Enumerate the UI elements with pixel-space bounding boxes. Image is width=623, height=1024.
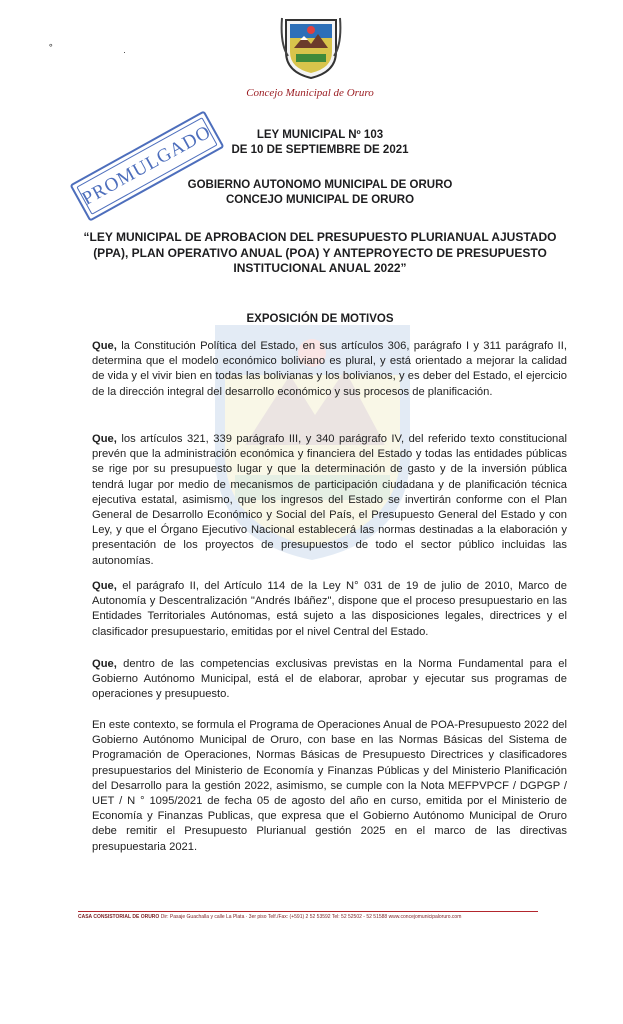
law-number: LEY MUNICIPAL Nº 103	[256, 129, 384, 141]
paragraph-lead: Que,	[92, 433, 117, 445]
paragraph-lead: Que,	[92, 340, 117, 352]
footer-address: Dir: Pasaje Guachalla y calle La Plata · 3er piso Telf./Fax: (+591) 2 52 53592 Tel: 52 52502 - 52 51588 www.concejomunicipaloruro.com	[159, 914, 462, 920]
paragraph	[92, 579, 567, 640]
footer	[78, 914, 548, 921]
law-date: DE 10 DE SEPTIEMBRE DE 2021	[231, 144, 409, 156]
stamp-text: PROMULGADO	[78, 121, 215, 210]
paragraph	[92, 657, 567, 703]
footer-divider	[78, 911, 538, 912]
footer-label: CASA CONSISTORIAL DE ORURO	[78, 914, 160, 920]
entity-block	[60, 178, 580, 208]
paragraph	[92, 432, 567, 569]
government-name: GOBIERNO AUTONOMO MUNICIPAL DE ORURO	[187, 179, 453, 191]
paragraph	[92, 339, 567, 400]
council-title: CONCEJO MUNICIPAL DE ORURO	[225, 194, 415, 206]
paragraph-text: los artículos 321, 339 parágrafo III, y 340 parágrafo IV, del referido texto constitucional prevén que la administración económica y financiera del Estado y todas las entidades públicas se rige por su presupuesto lugar y que la determinación de gasto y de la inversión pública tendrá lugar por medio de mecanismos de participación ciudadana y de planificación técnica ejecutiva estatal, asimismo, que los ingresos del Estado se invertirán conforme con el Plan General de Desarrollo Económico y Social del País, el Presupuesto General del Estado y con Ley, y que el Órgano Ejecutivo Nacional establecerá las normas destinadas a la elaboración y presentación de los proyectos de presupuestos de todo el sector público incluidas las autonomías.	[92, 433, 567, 567]
scan-mark: ·	[123, 47, 126, 57]
scan-mark: ∘	[48, 40, 54, 50]
municipal-seal-icon	[280, 14, 342, 80]
law-number-block	[60, 128, 580, 158]
section-heading: EXPOSICIÓN DE MOTIVOS	[246, 313, 394, 325]
paragraph-text: dentro de las competencias exclusivas previstas en la Norma Fundamental para el Gobierno Autónomo Municipal, está el de elaborar, aprobar y ejecutar sus programas de operaciones y presupuesto.	[92, 658, 567, 701]
law-title: “LEY MUNICIPAL DE APROBACION DEL PRESUPUESTO PLURIANUAL AJUSTADO (PPA), PLAN OPERATIVO ANUAL (POA) Y ANTEPROYECTO DE PRESUPUESTO INSTITUCIONAL ANUAL 2022”	[83, 230, 557, 275]
paragraph-lead: Que,	[92, 580, 117, 592]
paragraph	[92, 718, 567, 855]
paragraph-text: el parágrafo II, del Artículo 114 de la Ley N° 031 de 19 de julio de 2010, Marco de Autonomía y Descentralización "Andrés Ibáñez", dispone que el proceso presupuestario en las Entidades Territoriales Autónomas, está sujeto a las disposiciones legales, directrices y el clasificador presupuestario, emitidas por el nivel Central del Estado.	[92, 580, 567, 638]
paragraph-lead: Que,	[92, 658, 117, 670]
council-name: Concejo Municipal de Oruro	[246, 87, 374, 99]
paragraph-text: En este contexto, se formula el Programa de Operaciones Anual de POA-Presupuesto 2022 del Gobierno Autónomo Municipal de Oruro, con base en las Normas Básicas del Sistema de Programación de Operaciones, Normas Básicas de Presupuesto Directrices y clasificadores presupuestarios del Ministerio de Economía y Finanzas Públicas y del Ministerio Planificación del Desarrollo para la gestión 2022, asimismo, se cumple con la Nota MEFPVPCF / DGPGP / UET / N ° 1095/2021 de fecha 05 de agosto del año en curso, emitida por el Ministerio de Economía y Finanzas Publicas, que expresa que el Gobierno Autónomo Municipal de Oruro debe remitir el Presupuesto Plurianual gestión 2025 en el marco de las directivas presupuestaria 2021.	[92, 719, 567, 853]
paragraph-text: la Constitución Política del Estado, en sus artículos 306, parágrafo I y 311 parágrafo II, determina que el modelo económico boliviano es plural, y está orientado a mejorar la calidad de vida y el vivir bien en todas las bolivianas y los bolivianos, y es deber del Estado, el ejercicio de la dirección integral del desarrollo económico y sus procesos de planificación.	[92, 340, 567, 398]
